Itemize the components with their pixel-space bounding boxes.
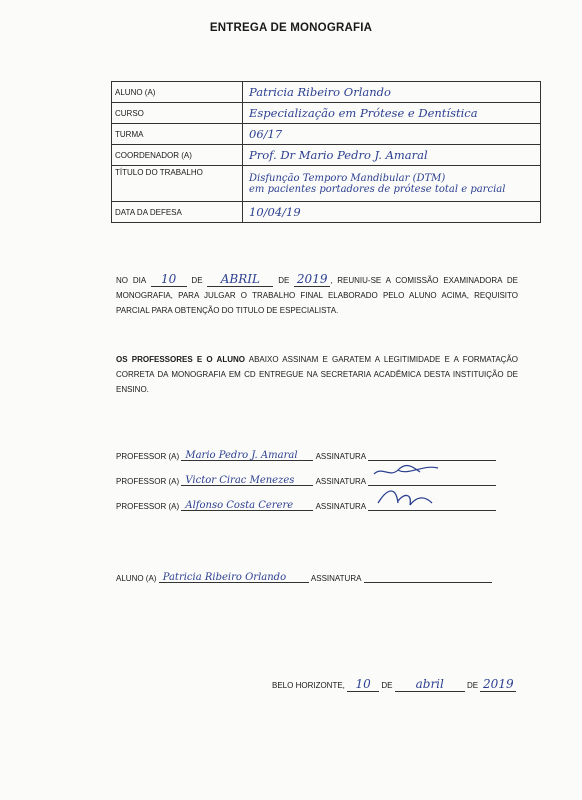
footer-day-blank (347, 679, 379, 692)
value-titulo (243, 166, 541, 202)
label-turma: TURMA (112, 124, 243, 145)
professor-3-assinatura-label: ASSINATURA (315, 502, 367, 511)
value-turma: 06/17 (243, 124, 541, 145)
student-name-field (159, 569, 309, 583)
label-titulo: TÍTULO DO TRABALHO (112, 166, 243, 202)
student-line (116, 569, 492, 583)
professor-2-assinatura-label: ASSINATURA (315, 477, 367, 486)
place-date-line (272, 679, 516, 692)
row-curso (112, 103, 541, 124)
p1-text-no-dia: NO DIA (116, 276, 146, 285)
footer-de-1: DE (381, 681, 393, 690)
footer-month: abril (415, 677, 444, 691)
label-data-defesa: DATA DA DEFESA (112, 202, 243, 223)
student-info-table (111, 81, 541, 223)
month-value: ABRIL (220, 272, 260, 286)
professor-3-label: PROFESSOR (A) (116, 502, 180, 511)
footer-year: 2019 (483, 677, 514, 691)
p1-text-de-1: DE (191, 276, 203, 285)
value-curso: Especialização em Prótese e Dentística (243, 103, 541, 124)
p2-bold-text: OS PROFESSORES E O ALUNO (116, 355, 245, 364)
student-signature-field (364, 569, 492, 583)
student-label: ALUNO (A) (116, 574, 157, 583)
professor-2-label: PROFESSOR (A) (116, 477, 180, 486)
p2-body-text: ABAIXO ASSINAM E GARATEM A LEGITIMIDADE E A FORMATAÇÃO CORRETA DA MONOGRAFIA EM CD ENTREGUE NA SECRETARIA ACADÊMICA DESTA INSTITUIÇÃO DE ENSINO. (116, 355, 518, 394)
value-aluno: Patricia Ribeiro Orlando (243, 82, 541, 103)
legitimacy-paragraph (116, 352, 518, 397)
p1-text-body: REUNIU-SE A COMISSÃO EXAMINADORA DE MONOGRAFIA, PARA JULGAR O TRABALHO FINAL ELABORADO PELO ALUNO ACIMA, REQUISITO PARCIAL PARA OBTENÇÃO DO TITULO DE ESPECIALISTA. (116, 276, 518, 315)
value-titulo-line1: Disfunção Temporo Mandibular (DTM) (249, 172, 446, 184)
p1-text-de-2: DE (278, 276, 290, 285)
value-coordenador: Prof. Dr Mario Pedro J. Amaral (243, 145, 541, 166)
student-assinatura-label: ASSINATURA (310, 574, 362, 583)
professor-1-label: PROFESSOR (A) (116, 452, 180, 461)
row-aluno (112, 82, 541, 103)
day-blank (151, 274, 187, 287)
professor-3-name-field (181, 497, 313, 511)
professor-2-signature-scribble (368, 458, 448, 482)
value-titulo-line2: em pacientes portadores de prótese total e parcial (249, 183, 506, 195)
professor-1-assinatura-label: ASSINATURA (315, 452, 367, 461)
professor-2-name: Victor Cirac Menezes (185, 475, 295, 486)
day-value: 10 (160, 272, 177, 286)
professor-3-line (116, 497, 496, 511)
professor-1-name: Mario Pedro J. Amaral (185, 450, 298, 461)
student-name: Patricia Ribeiro Orlando (162, 572, 287, 583)
year-blank (294, 274, 330, 287)
label-coordenador: COORDENADOR (A) (112, 145, 243, 166)
label-aluno: ALUNO (A) (112, 82, 243, 103)
professor-3-signature-scribble (368, 483, 448, 509)
footer-day: 10 (355, 677, 371, 691)
row-data-defesa (112, 202, 541, 223)
row-titulo (112, 166, 541, 202)
value-data-defesa: 10/04/19 (243, 202, 541, 223)
footer-de-2: DE (466, 681, 479, 690)
footer-year-blank (480, 679, 516, 692)
meeting-paragraph: NO DIA 10 DE ABRIL DE 2019 , REUNIU-SE A COMISSÃO EXAMINADORA DE MONOGRAFIA, PARA JULGAR O TRABALHO FINAL ELABORADO PELO ALUNO ACIMA, REQUISITO PARCIAL PARA OBTENÇÃO DO TITULO DE ESPECIALISTA. (116, 272, 518, 315)
footer-month-blank (395, 679, 465, 692)
row-coordenador (112, 145, 541, 166)
professor-3-signature-field (368, 497, 496, 511)
row-turma (112, 124, 541, 145)
year-value: 2019 (296, 272, 328, 286)
professor-1-name-field (181, 447, 313, 461)
label-curso: CURSO (112, 103, 243, 124)
document-title: ENTREGA DE MONOGRAFIA (209, 22, 373, 34)
month-blank (207, 274, 273, 287)
professor-2-name-field (181, 472, 313, 486)
footer-city: BELO HORIZONTE, (272, 681, 345, 690)
professor-3-name: Alfonso Costa Cerere (185, 500, 294, 511)
